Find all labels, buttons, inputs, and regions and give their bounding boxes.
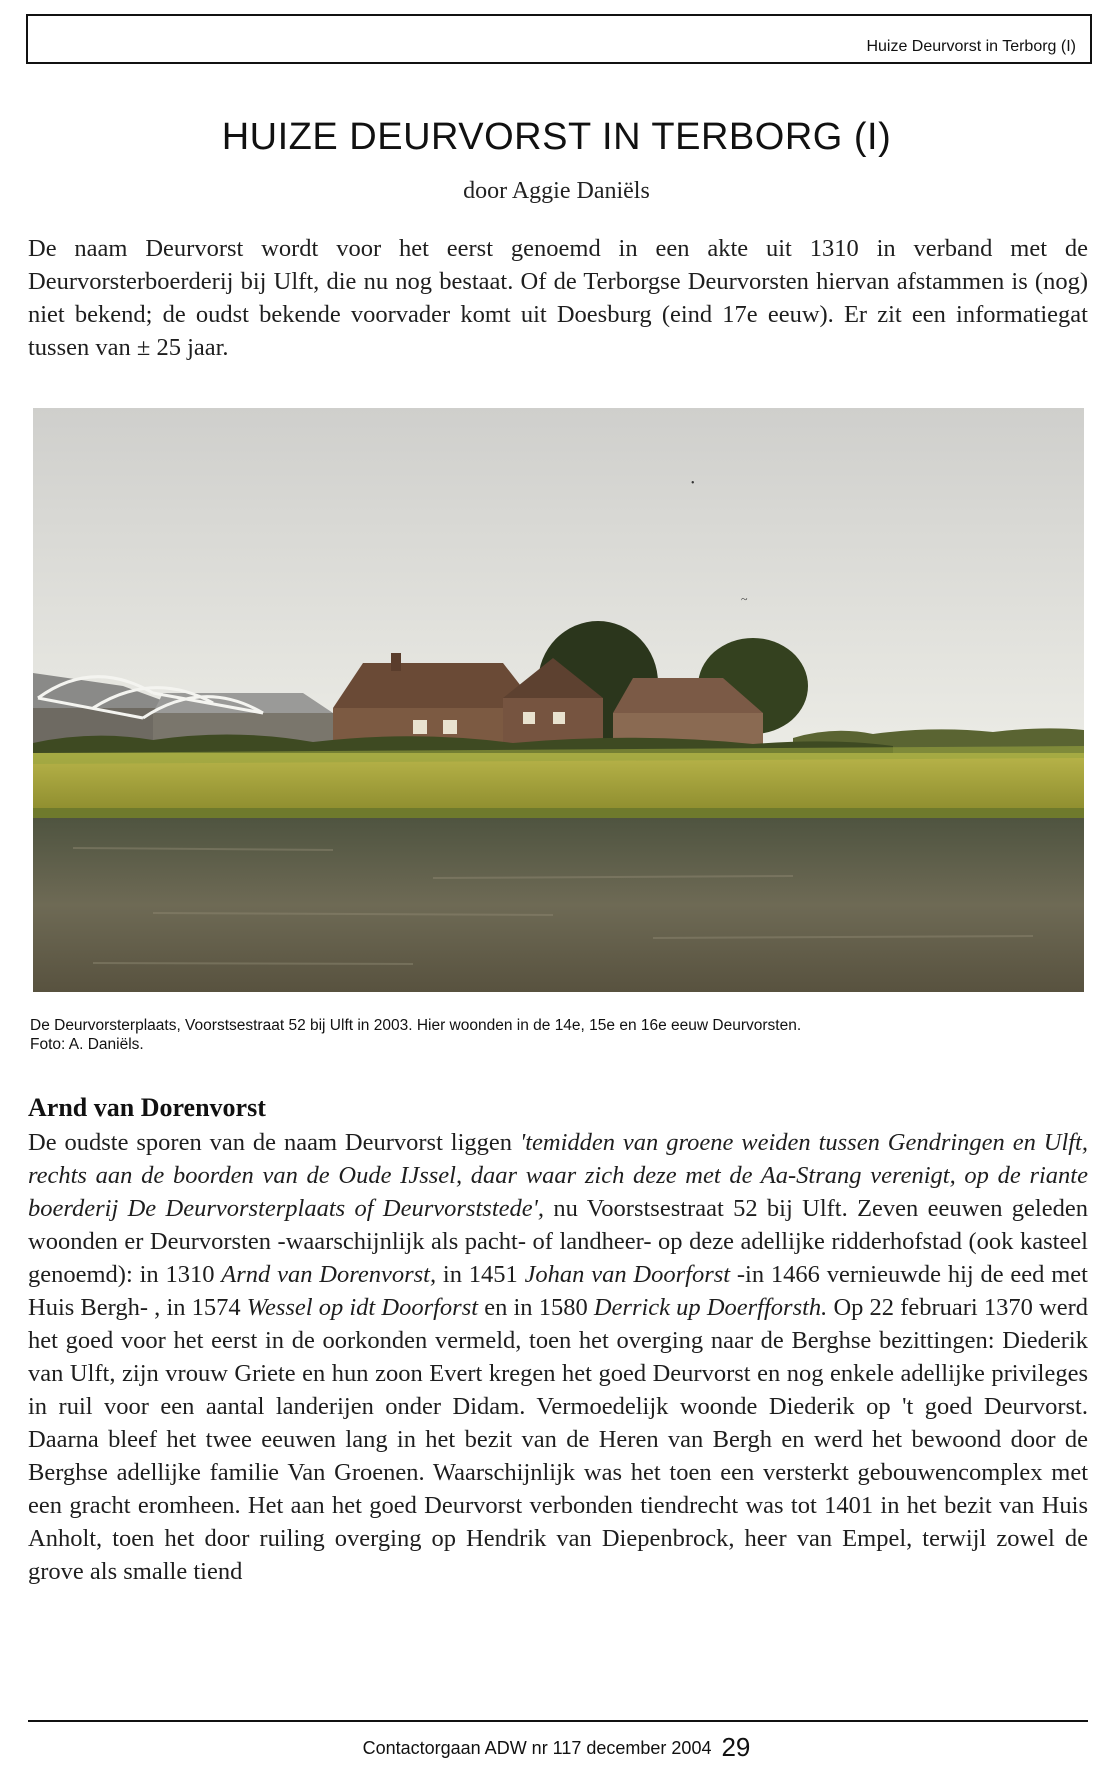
page-number: 29	[721, 1732, 751, 1762]
historic-name: Johan van Doorforst	[524, 1261, 731, 1288]
caption-line: De Deurvorsterplaats, Voorstsestraat 52 bij Ulft in 2003. Hier woonden in de 14e, 15e en 16e eeuw Deurvorsten.	[30, 1017, 802, 1034]
body-text-run: in 1451	[436, 1261, 525, 1288]
quote-italic: 'temidden van groene weiden tussen Gendringen en Ulft, rechts aan de boorden van de Oude IJssel, daar waar zich deze met de Aa-Strang verenigt, op de riante boerderij De Deurvorsterplaats of Deurvorststede',	[28, 1129, 1088, 1222]
footer-divider	[28, 1720, 1088, 1722]
historic-name: Arnd van Dorenvorst,	[221, 1261, 437, 1288]
footer-publication: Contactorgaan ADW nr 117 december 2004	[362, 1738, 712, 1758]
farmhouse-photo	[33, 408, 1084, 992]
body-text-run: De oudste sporen van de naam Deurvorst liggen	[28, 1129, 520, 1156]
page-footer	[0, 1732, 1113, 1763]
photo-caption	[30, 1016, 1090, 1054]
svg-text:•: •	[691, 478, 695, 489]
historic-name: Wessel op idt Doorforst	[246, 1294, 479, 1321]
body-paragraph	[28, 1126, 1088, 1588]
svg-text:~: ~	[741, 592, 748, 606]
photo-illustration	[33, 408, 1084, 992]
article-author: door Aggie Daniëls	[463, 178, 650, 204]
body-text-run: -in 1466 vernieuwde hij de eed met Huis Bergh- , in 1574	[28, 1261, 1088, 1321]
running-header-box	[26, 14, 1092, 64]
article-title: HUIZE DEURVORST IN TERBORG (I)	[221, 116, 892, 158]
intro-paragraph: De naam Deurvorst wordt voor het eerst genoemd in een akte uit 1310 in verband met de Deurvorsterboerderij bij Ulft, die nu nog bestaat. Of de Terborgse Deurvorsten hiervan afstammen is (nog) niet bekend; de oudst bekende voorvader komt uit Doesburg (eind 17e eeuw). Er zit een informatiegat tussen van ± 25 jaar.	[28, 235, 1088, 361]
body-text-run: nu Voorstsestraat 52 bij Ulft. Zeven eeuwen geleden woonden er Deurvorsten -waarschijnlijk als pacht- of landheer- op deze adellijke ridderhofstad (ook kasteel genoemd): in 1310	[28, 1195, 1088, 1288]
section-heading: Arnd van Dorenvorst	[28, 1093, 266, 1122]
body-text-run: Op 22 februari 1370 werd het goed voor het eerst in de oorkonden vermeld, toen het overging naar de Berghse bezittingen: Diederik van Ulft, zijn vrouw Griete en hun zoon Evert kregen het goed Deurvorst en nog enkele adellijke privileges in ruil voor een aantal landerijen onder Didam. Vermoedelijk woonde Diederik op 't goed Deurvorst. Daarna bleef het twee eeuwen lang in het bezit van de Heren van Bergh en werd het bewoond door de Berghse adellijke familie Van Groenen. Waarschijnlijk was het toen een versterkt gebouwencomplex met een gracht eromheen. Het aan het goed Deurvorst verbonden tiendrecht was tot 1401 in het bezit van Huis Anholt, toen het door ruiling overging op Hendrik van Diepenbrock, heer van Empel, terwijl zowel de grove als smalle tiend	[28, 1294, 1089, 1585]
historic-name: Derrick up Doerfforsth.	[593, 1294, 828, 1321]
caption-credit: Foto: A. Daniëls.	[30, 1036, 144, 1053]
running-header-title: Huize Deurvorst in Terborg (I)	[866, 38, 1076, 55]
body-text-run: en in 1580	[478, 1294, 594, 1321]
